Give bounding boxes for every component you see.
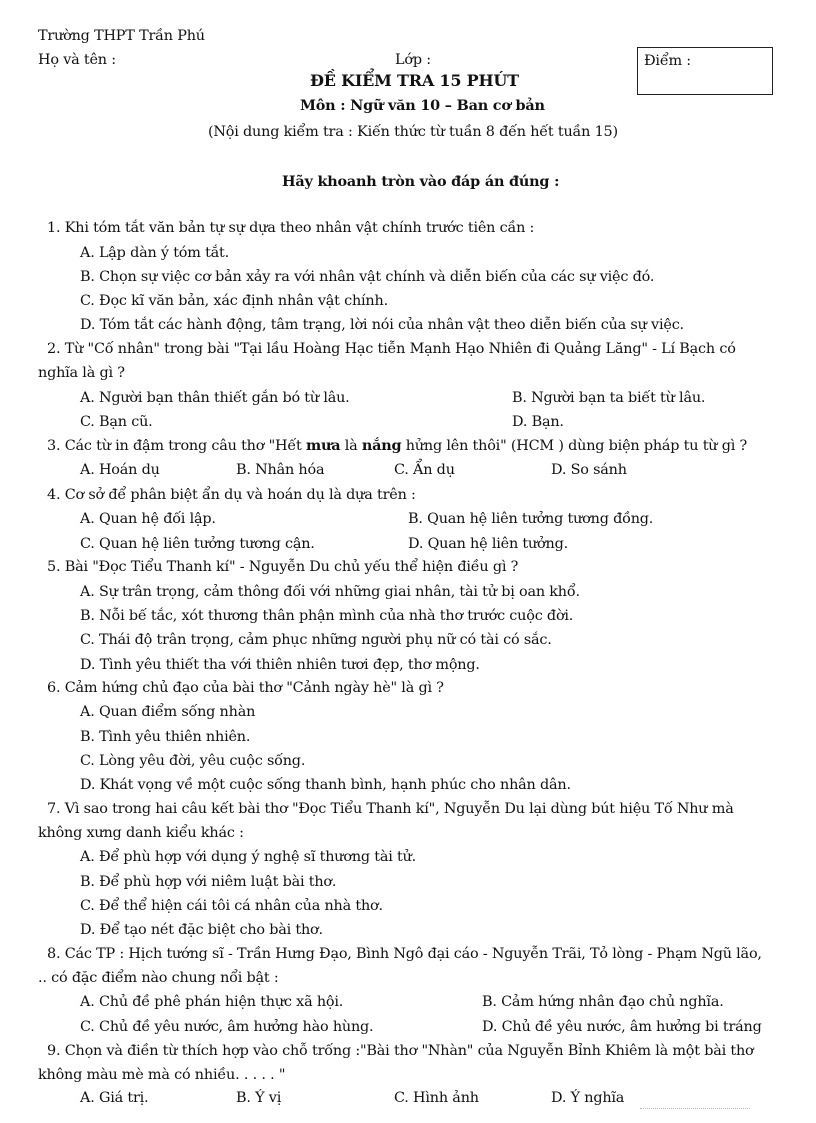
q4-option-a[interactable]: A. Quan hệ đối lập. (80, 511, 216, 527)
q2-option-b[interactable]: B. Người bạn ta biết từ lâu. (512, 390, 706, 406)
q8-option-a[interactable]: A. Chủ đề phê phán hiện thực xã hội. (80, 994, 344, 1010)
q3-option-c[interactable]: C. Ẩn dụ (394, 462, 455, 478)
footer-rule (640, 1108, 750, 1109)
q7-option-b[interactable]: B. Để phù hợp với niêm luật bài thơ. (80, 874, 337, 890)
instruction: Hãy khoanh tròn vào đáp án đúng : (282, 173, 560, 190)
q2-option-c[interactable]: C. Bạn cũ. (80, 414, 153, 430)
score-label: Điểm : (644, 53, 691, 69)
question-3 (47, 437, 747, 455)
question-6: 6. Cảm hứng chủ đạo của bài thơ "Cảnh ngày hè" là gì ? (47, 680, 444, 696)
question-1: 1. Khi tóm tắt văn bản tự sự dựa theo nhân vật chính trước tiên cần : (47, 220, 535, 236)
question-9-line-1: 9. Chọn và điền từ thích hợp vào chỗ trống :"Bài thơ "Nhàn" của Nguyễn Bỉnh Khiêm là một bài thơ (47, 1043, 754, 1059)
subject-line: Môn : Ngữ văn 10 – Ban cơ bản (300, 97, 545, 114)
q9-option-a[interactable]: A. Giá trị. (80, 1090, 149, 1106)
question-7-line-1: 7. Vì sao trong hai câu kết bài thơ "Đọc Tiểu Thanh kí", Nguyễn Du lại dùng bút hiệu Tố Như mà (47, 801, 734, 817)
q2-option-a[interactable]: A. Người bạn thân thiết gắn bó từ lâu. (80, 390, 350, 406)
school-name: Trường THPT Trần Phú (38, 28, 205, 44)
q2-option-d[interactable]: D. Bạn. (512, 414, 564, 430)
q8-option-c[interactable]: C. Chủ đề yêu nước, âm hưởng hào hùng. (80, 1019, 374, 1035)
bold-word-nang: nắng (361, 437, 402, 454)
q6-option-d[interactable]: D. Khát vọng về một cuộc sống thanh bình, hạnh phúc cho nhân dân. (80, 777, 571, 793)
bold-word-mua: mưa (305, 437, 341, 454)
q9-option-b[interactable]: B. Ý vị (236, 1090, 282, 1106)
q5-option-a[interactable]: A. Sự trân trọng, cảm thông đối với những giai nhân, tài tử bị oan khổ. (80, 584, 580, 600)
question-3-part-3: là (340, 438, 362, 454)
q9-option-d[interactable]: D. Ý nghĩa (551, 1090, 625, 1106)
q5-option-d[interactable]: D. Tình yêu thiết tha với thiên nhiên tươi đẹp, thơ mộng. (80, 657, 480, 673)
scope-line: (Nội dung kiểm tra : Kiến thức từ tuần 8 đến hết tuần 15) (208, 124, 618, 140)
q1-option-a[interactable]: A. Lập dàn ý tóm tắt. (80, 245, 229, 261)
q8-option-b[interactable]: B. Cảm hứng nhân đạo chủ nghĩa. (482, 994, 724, 1010)
question-7-line-2: không xưng danh kiểu khác : (38, 825, 244, 841)
q1-option-d[interactable]: D. Tóm tắt các hành động, tâm trạng, lời nói của nhân vật theo diễn biến của sự việc. (80, 317, 684, 333)
question-8-line-1: 8. Các TP : Hịch tướng sĩ - Trần Hưng Đạo, Bình Ngô đại cáo - Nguyễn Trãi, Tỏ lòng - Phạm Ngũ lão, (47, 946, 762, 962)
q5-option-b[interactable]: B. Nỗi bế tắc, xót thương thân phận mình của nhà thơ trước cuộc đời. (80, 608, 574, 624)
q7-option-d[interactable]: D. Để tạo nét đặc biệt cho bài thơ. (80, 922, 323, 938)
q4-option-d[interactable]: D. Quan hệ liên tưởng. (408, 536, 568, 552)
question-5: 5. Bài "Đọc Tiểu Thanh kí" - Nguyễn Du chủ yếu thể hiện điều gì ? (47, 559, 519, 575)
score-box (637, 47, 773, 95)
page-title: ĐỀ KIỂM TRA 15 PHÚT (310, 71, 519, 90)
question-2-line-2: nghĩa là gì ? (38, 365, 125, 381)
question-3-part-1: 3. Các từ in đậm trong câu thơ "Hết (47, 438, 306, 454)
name-label: Họ và tên : (38, 52, 116, 68)
q5-option-c[interactable]: C. Thái độ trân trọng, cảm phục những người phụ nữ có tài có sắc. (80, 632, 552, 648)
question-4: 4. Cơ sở để phân biệt ẩn dụ và hoán dụ là dựa trên : (47, 487, 416, 503)
q7-option-c[interactable]: C. Để thể hiện cái tôi cá nhân của nhà thơ. (80, 898, 383, 914)
q3-option-a[interactable]: A. Hoán dụ (80, 462, 160, 478)
q6-option-c[interactable]: C. Lòng yêu đời, yêu cuộc sống. (80, 753, 306, 769)
q7-option-a[interactable]: A. Để phù hợp với dụng ý nghệ sĩ thương tài tử. (80, 849, 417, 865)
q3-option-b[interactable]: B. Nhân hóa (236, 462, 325, 478)
q4-option-c[interactable]: C. Quan hệ liên tưởng tương cận. (80, 536, 315, 552)
question-9-line-2: không màu mè mà có nhiều. . . . . " (38, 1067, 286, 1083)
q4-option-b[interactable]: B. Quan hệ liên tưởng tương đồng. (408, 511, 654, 527)
q1-option-b[interactable]: B. Chọn sự việc cơ bản xảy ra với nhân vật chính và diễn biến của các sự việc đó. (80, 269, 655, 285)
q3-option-d[interactable]: D. So sánh (551, 462, 627, 478)
question-8-line-2: .. có đặc điểm nào chung nổi bật : (38, 970, 279, 986)
question-3-part-5: hửng lên thôi" (HCM ) dùng biện pháp tu từ gì ? (401, 438, 748, 454)
q6-option-b[interactable]: B. Tình yêu thiên nhiên. (80, 729, 251, 745)
question-2-line-1: 2. Từ "Cố nhân" trong bài "Tại lầu Hoàng Hạc tiễn Mạnh Hạo Nhiên đi Quảng Lăng" - Lí Bạch có (47, 341, 736, 357)
class-label: Lớp : (395, 52, 431, 68)
q1-option-c[interactable]: C. Đọc kĩ văn bản, xác định nhân vật chính. (80, 293, 388, 309)
q6-option-a[interactable]: A. Quan điểm sống nhàn (80, 704, 256, 720)
q9-option-c[interactable]: C. Hình ảnh (394, 1090, 479, 1106)
q8-option-d[interactable]: D. Chủ đề yêu nước, âm hưởng bi tráng (482, 1019, 762, 1035)
